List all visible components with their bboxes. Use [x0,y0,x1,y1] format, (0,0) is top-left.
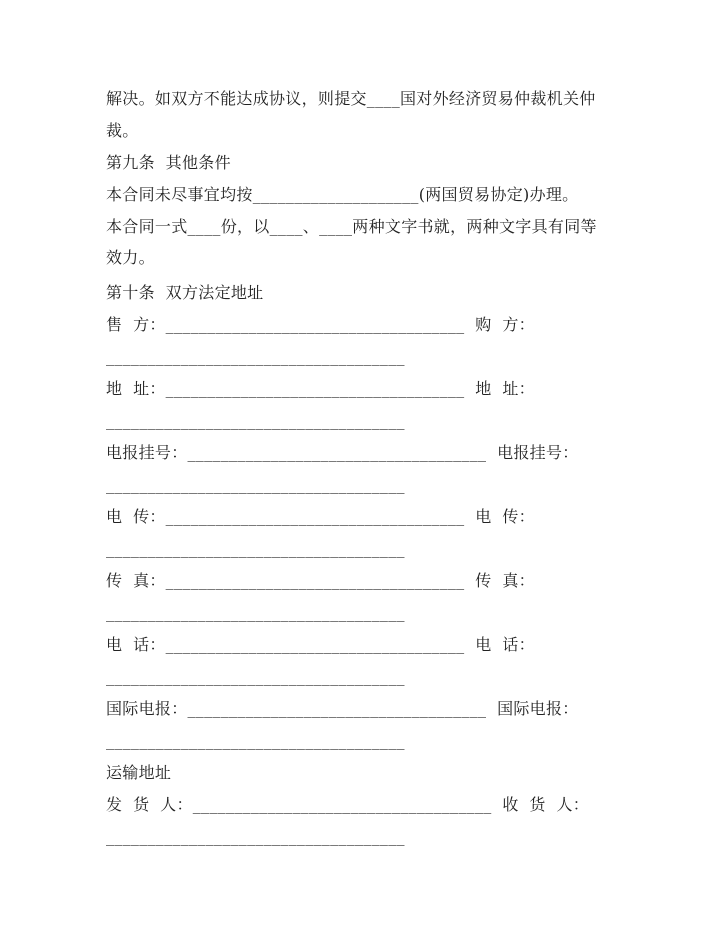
phone-line: 电 话：____________________________________ 电 话： [106,635,535,654]
cable-address-line: 电报挂号：____________________________________ 电报挂号： [106,443,579,462]
arbitration-clause-line-1: 解决。如双方不能达成协议，则提交____国对外经济贸易仲裁机关仲 [106,89,596,108]
fax-line: 传 真：____________________________________ 传 真： [106,571,535,590]
fax-continuation: ____________________________________ [106,603,405,622]
cable-address-continuation: ____________________________________ [106,475,405,494]
arbitration-clause-line-2: 裁。 [106,121,139,140]
article-10-heading: 第十条 双方法定地址 [106,283,264,302]
seller-buyer-line: 售 方：____________________________________ 购 方： [106,315,535,334]
article-9-line-1: 本合同未尽事宜均按____________________(两国贸易协定)办理。 [106,185,579,204]
phone-continuation: ____________________________________ [106,667,405,686]
shipper-consignee-line: 发 货 人：____________________________________ 收 货 人： [106,795,590,814]
shipper-consignee-continuation: ____________________________________ [106,827,405,846]
address-continuation: ____________________________________ [106,411,405,430]
international-telegram-continuation: ____________________________________ [106,731,405,750]
international-telegram-line: 国际电报：____________________________________ 国际电报： [106,699,579,718]
article-9-line-2: 本合同一式____份，以____、____两种文字书就，两种文字具有同等 [106,217,597,236]
telex-continuation: ____________________________________ [106,539,405,558]
telex-line: 电 传：____________________________________ 电 传： [106,507,535,526]
shipping-address-heading: 运输地址 [106,763,172,782]
address-line: 地 址：____________________________________ 地 址： [106,379,535,398]
article-9-heading: 第九条 其他条件 [106,153,231,172]
article-9-line-3: 效力。 [106,248,155,267]
seller-buyer-continuation: ____________________________________ [106,347,405,366]
